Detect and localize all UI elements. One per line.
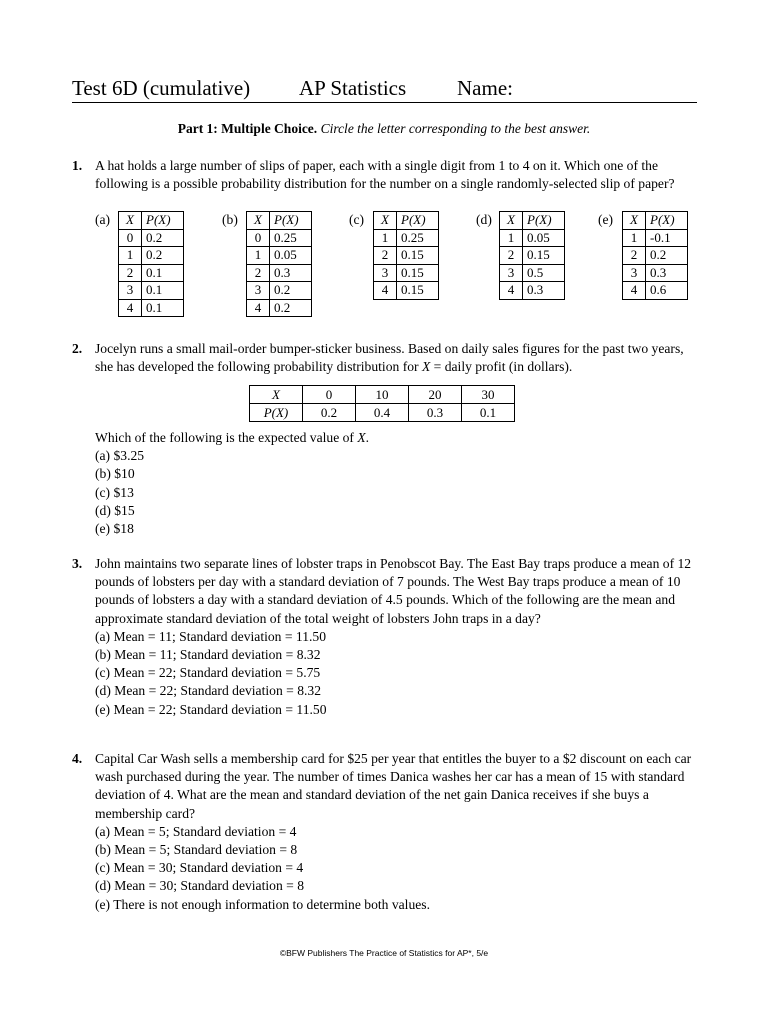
x-header: X [119, 212, 142, 230]
probability-table [118, 211, 184, 317]
probability-table [373, 211, 439, 300]
question-number: 4. [72, 751, 83, 766]
answer-choice[interactable]: (a) Mean = 11; Standard deviation = 11.50 [95, 628, 327, 644]
probability-table [499, 211, 565, 300]
table-cell: 0 [303, 386, 356, 404]
p-value: 0.05 [270, 247, 312, 265]
x-value: 1 [500, 229, 523, 247]
table-row [500, 264, 565, 282]
p-header: P(X) [250, 404, 303, 422]
p-value: 0.2 [142, 229, 184, 247]
x-value: 4 [119, 299, 142, 317]
p-value: 0.15 [397, 264, 439, 282]
x-value: 1 [623, 229, 646, 247]
table-row [247, 282, 312, 300]
probability-table [246, 211, 312, 317]
p-value: -0.1 [646, 229, 688, 247]
x-value: 1 [374, 229, 397, 247]
p-value: 0.1 [142, 282, 184, 300]
table-row [247, 229, 312, 247]
question-text: A hat holds a large number of slips of paper, each with a single digit from 1 to 4 on it. Which one of the following is a possible probability distribution for the number on a single randomly-selected slip of paper? [95, 158, 675, 192]
x-value: 3 [500, 264, 523, 282]
p-header: P(X) [646, 212, 688, 230]
x-value: 1 [119, 247, 142, 265]
x-header: X [250, 386, 303, 404]
x-value: 4 [623, 282, 646, 300]
question-text: Jocelyn runs a small mail-order bumper-sticker business. Based on daily sales figures for the past two years, she has developed the following probability distribution for X = daily profit (in dollars). [95, 341, 684, 375]
footer-credit: ©BFW Publishers The Practice of Statistics for AP*, 5/e [279, 948, 489, 958]
answer-choice[interactable]: (e) There is not enough information to determine both values. [95, 896, 430, 912]
question-1 [72, 157, 700, 193]
p-value: 0.3 [646, 264, 688, 282]
p-header: P(X) [397, 212, 439, 230]
table-row [374, 264, 439, 282]
question-2-choices [72, 429, 700, 538]
answer-choice[interactable]: (d) Mean = 30; Standard deviation = 8 [95, 878, 304, 894]
x-value: 3 [119, 282, 142, 300]
answer-choice[interactable]: (b) Mean = 5; Standard deviation = 8 [95, 842, 298, 857]
question-2 [72, 340, 700, 376]
question-prompt: Which of the following is the expected value of X. [95, 430, 370, 445]
x-value: 1 [247, 247, 270, 265]
x-value: 2 [247, 264, 270, 282]
p-value: 0.05 [523, 229, 565, 247]
table-row [119, 229, 184, 247]
x-value: 3 [247, 282, 270, 300]
answer-choice[interactable]: (e) $18 [95, 520, 134, 536]
question-number: 3. [72, 556, 83, 571]
table-row [374, 282, 439, 300]
p-value: 0.1 [142, 264, 184, 282]
table-row [247, 299, 312, 317]
table-row [623, 229, 688, 247]
table-row [119, 264, 184, 282]
question-4 [72, 750, 700, 914]
question-number: 1. [72, 158, 83, 173]
x-value: 0 [247, 229, 270, 247]
table-header-row [623, 212, 688, 230]
x-value: 3 [374, 264, 397, 282]
choice-label[interactable]: (d) [476, 212, 492, 227]
p-header: P(X) [142, 212, 184, 230]
x-value: 2 [500, 247, 523, 265]
name-label: Name: [457, 76, 513, 100]
table-row [247, 247, 312, 265]
x-value: 3 [623, 264, 646, 282]
answer-choice[interactable]: (b) $10 [95, 466, 135, 482]
table-header-row [500, 212, 565, 230]
test-header [72, 74, 697, 103]
question-text: John maintains two separate lines of lobster traps in Penobscot Bay. The East Bay traps produce a mean of 12 pounds of lobsters per day with a standard deviation of 7 pounds. The West Bay traps produce a mean of 10 pounds of lobsters a day with a standard deviation of 4.5 pounds. Which of the following are the mean and approximate standard deviation of the total weight of lobsters John traps in a day? [95, 556, 692, 626]
p-value: 0.2 [646, 247, 688, 265]
table-cell: 30 [462, 386, 515, 404]
p-value: 0.3 [523, 282, 565, 300]
x-header: X [500, 212, 523, 230]
p-value: 0.25 [397, 229, 439, 247]
p-value: 0.25 [270, 229, 312, 247]
table-row [500, 247, 565, 265]
table-row [247, 264, 312, 282]
probability-table [622, 211, 688, 300]
p-header: P(X) [270, 212, 312, 230]
answer-choice[interactable]: (a) Mean = 5; Standard deviation = 4 [95, 823, 297, 839]
answer-choice[interactable]: (b) Mean = 11; Standard deviation = 8.32 [95, 647, 321, 662]
x-header: X [374, 212, 397, 230]
x-value: 2 [623, 247, 646, 265]
question-3 [72, 555, 700, 719]
p-value: 0.2 [270, 282, 312, 300]
p-value: 0.2 [270, 299, 312, 317]
table-header-row [247, 212, 312, 230]
p-value: 0.15 [523, 247, 565, 265]
answer-choice[interactable]: (c) $13 [95, 484, 134, 500]
table-row [250, 386, 515, 404]
table-row [374, 229, 439, 247]
choice-label[interactable]: (b) [222, 212, 238, 227]
choice-label[interactable]: (a) [95, 212, 111, 227]
p-value: 0.5 [523, 264, 565, 282]
q2-distribution-table [249, 385, 515, 422]
p-value: 0.2 [142, 247, 184, 265]
test-title: Test 6D (cumulative) [72, 76, 251, 100]
table-row [119, 282, 184, 300]
x-value: 4 [247, 299, 270, 317]
answer-choice[interactable]: (d) Mean = 22; Standard deviation = 8.32 [95, 683, 321, 699]
table-row [119, 299, 184, 317]
p-value: 0.6 [646, 282, 688, 300]
table-row [500, 229, 565, 247]
x-value: 4 [500, 282, 523, 300]
table-row [374, 247, 439, 265]
question-text: Capital Car Wash sells a membership card for $25 per year that entitles the buyer to a $2 discount on each car wash purchased during the year. The number of times Danica washes her car has a mean of 15 with standard deviation of 4. What are the mean and standard deviation of the net gain Danica receives if she buys a membership card? [95, 751, 692, 821]
answer-choice[interactable]: (c) Mean = 30; Standard deviation = 4 [95, 860, 304, 876]
x-value: 0 [119, 229, 142, 247]
p-value: 0.1 [142, 299, 184, 317]
x-value: 4 [374, 282, 397, 300]
course-title: AP Statistics [299, 76, 407, 100]
table-row [500, 282, 565, 300]
p-value: 0.3 [270, 264, 312, 282]
choice-label[interactable]: (e) [598, 212, 614, 227]
table-cell: 0.2 [303, 404, 356, 422]
part-title: Part 1: Multiple Choice. [177, 121, 318, 136]
p-value: 0.15 [397, 282, 439, 300]
answer-choice[interactable]: (c) Mean = 22; Standard deviation = 5.75 [95, 665, 321, 681]
table-cell: 10 [356, 386, 409, 404]
part-instructions: Circle the letter corresponding to the best answer. [320, 121, 591, 136]
x-header: X [623, 212, 646, 230]
table-cell: 0.4 [356, 404, 409, 422]
p-header: P(X) [523, 212, 565, 230]
table-cell: 0.1 [462, 404, 515, 422]
answer-choice[interactable]: (d) $15 [95, 502, 135, 518]
table-header-row [119, 212, 184, 230]
table-cell: 20 [409, 386, 462, 404]
choice-label[interactable]: (c) [349, 212, 365, 227]
table-row [119, 247, 184, 265]
question-number: 2. [72, 341, 83, 356]
table-row [623, 247, 688, 265]
table-row [623, 264, 688, 282]
p-value: 0.15 [397, 247, 439, 265]
part-heading [0, 121, 768, 137]
x-header: X [247, 212, 270, 230]
table-cell: 0.3 [409, 404, 462, 422]
answer-choice[interactable]: (e) Mean = 22; Standard deviation = 11.50 [95, 701, 327, 717]
table-row [623, 282, 688, 300]
table-header-row [374, 212, 439, 230]
x-value: 2 [119, 264, 142, 282]
x-value: 2 [374, 247, 397, 265]
table-row [250, 404, 515, 422]
answer-choice[interactable]: (a) $3.25 [95, 448, 145, 464]
